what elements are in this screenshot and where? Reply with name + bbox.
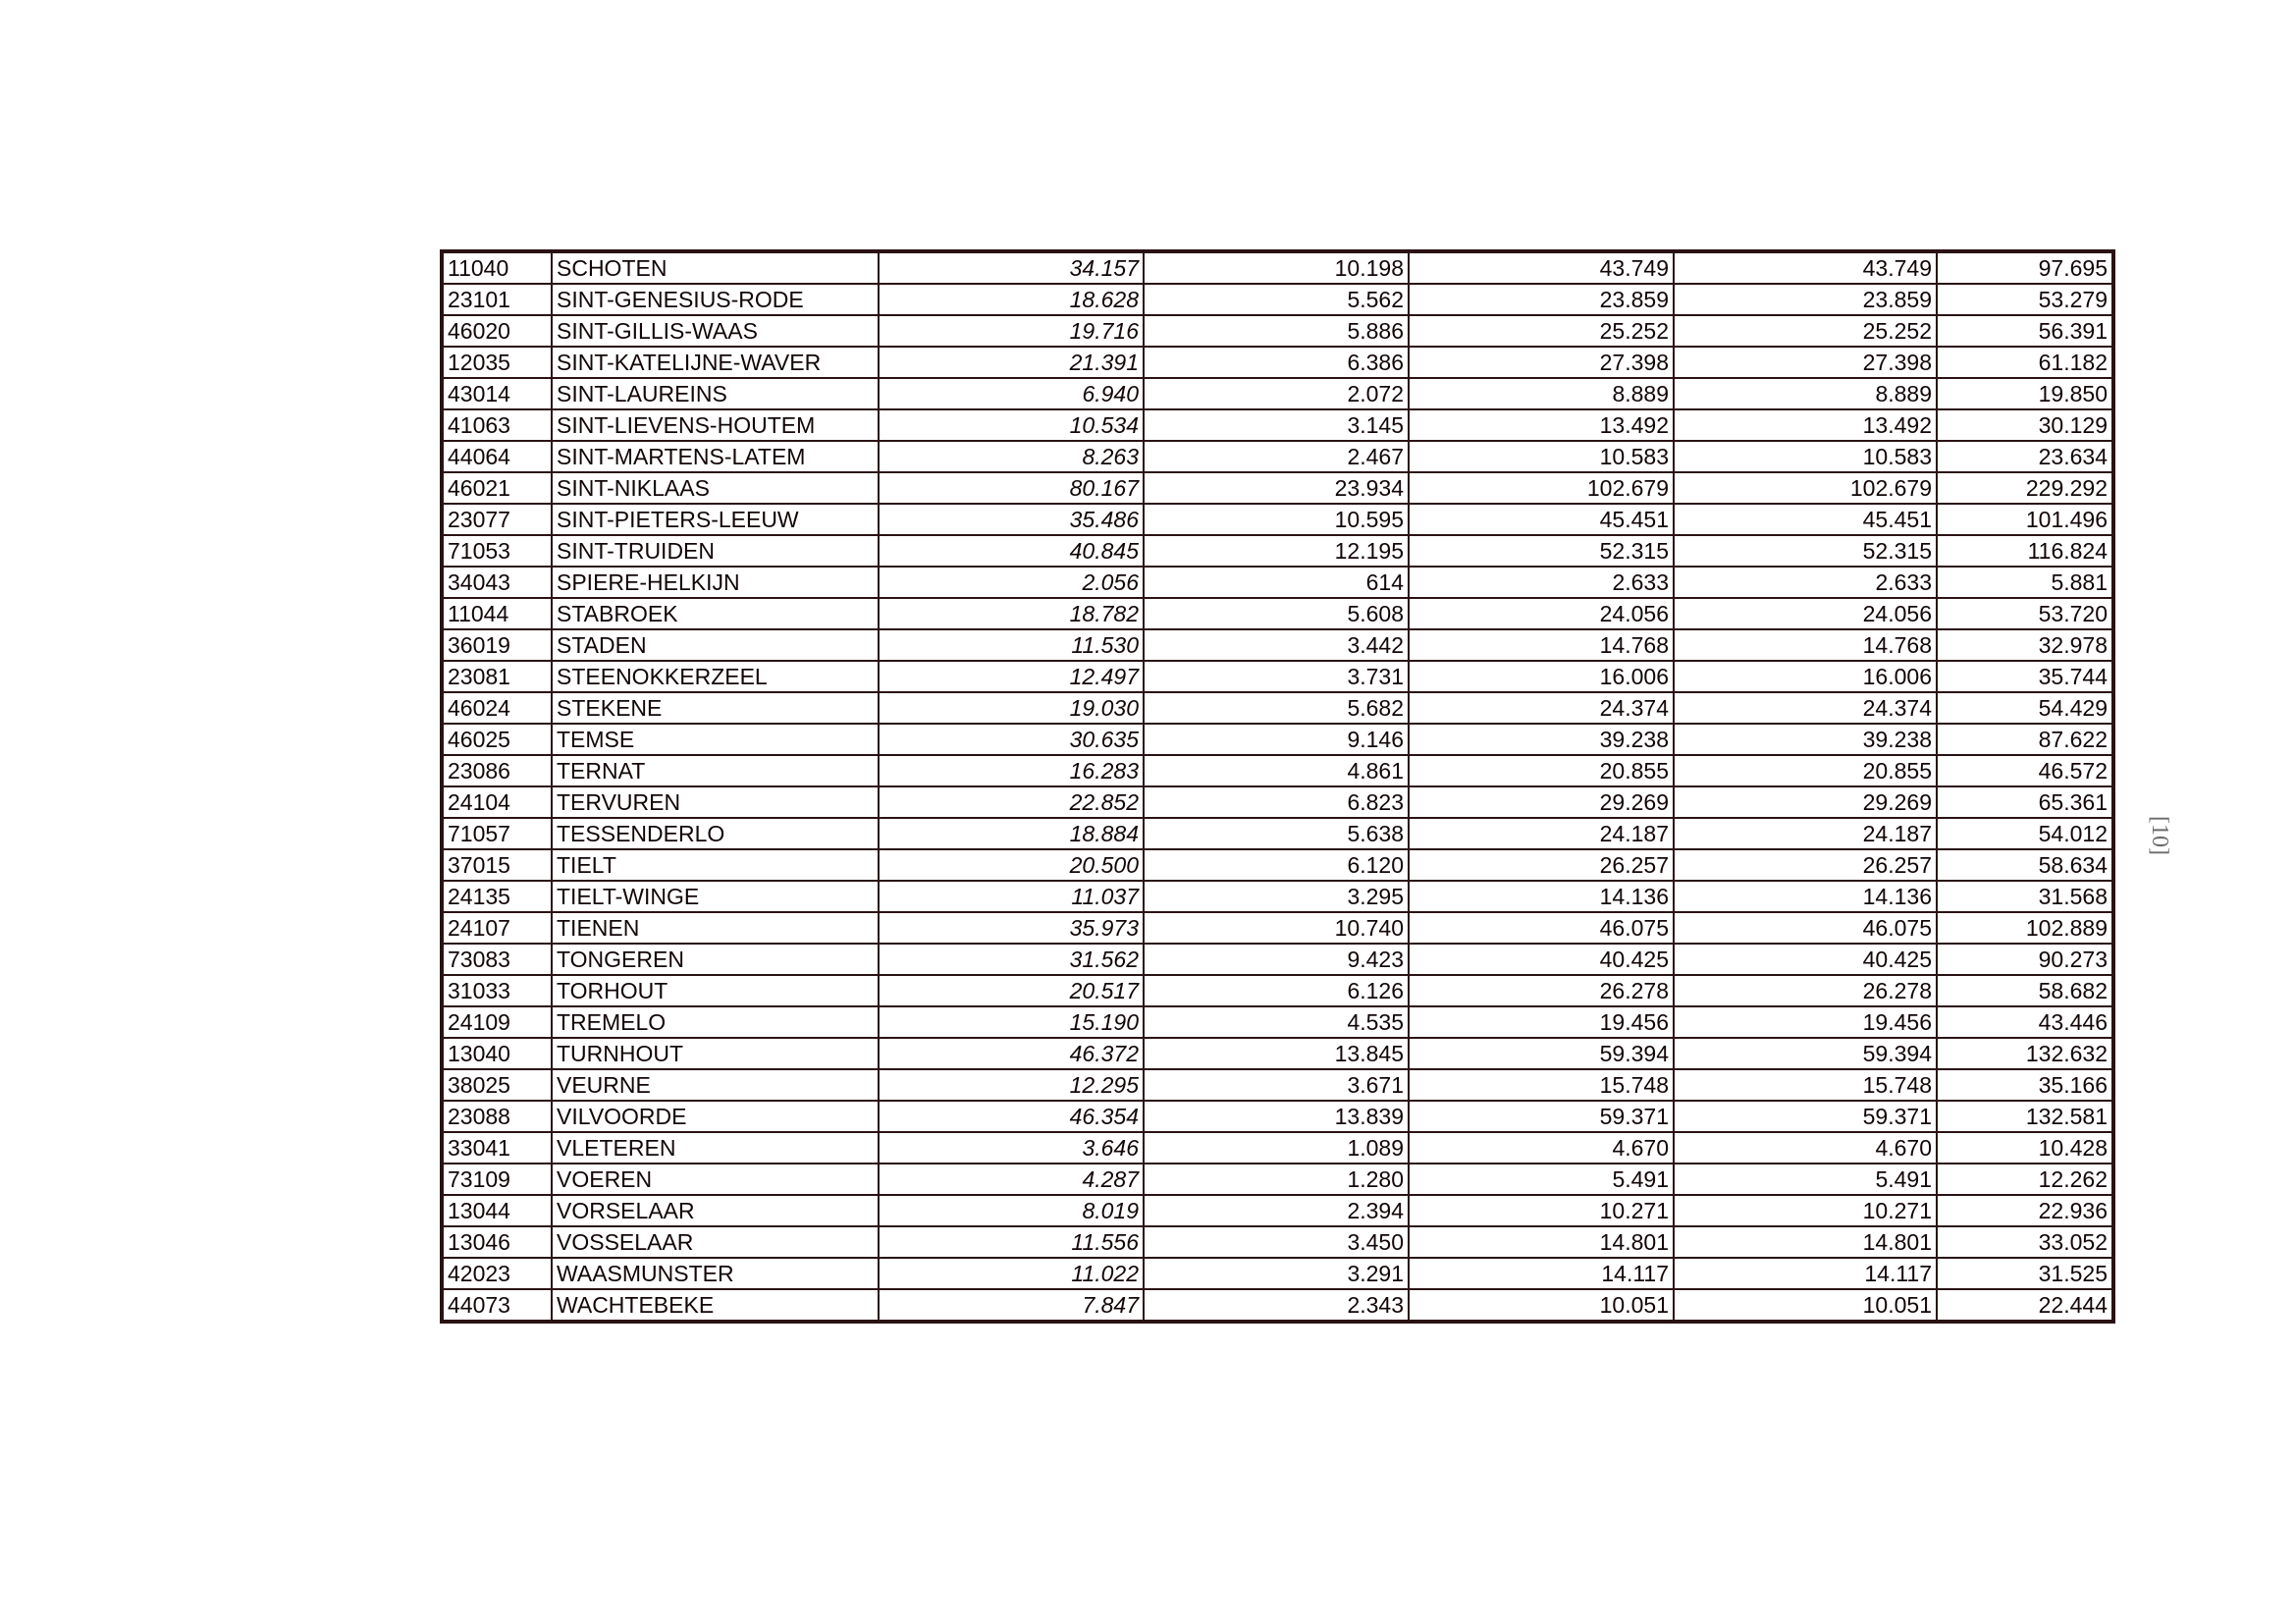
municipality-code-cell: 13040	[442, 1038, 552, 1069]
value-4-cell: 5.491	[1674, 1164, 1937, 1195]
value-3-cell: 2.633	[1409, 567, 1674, 598]
value-2-cell: 2.072	[1144, 378, 1409, 409]
municipality-code-cell: 43014	[442, 378, 552, 409]
value-1-cell: 35.486	[879, 504, 1144, 535]
municipality-table	[440, 249, 2115, 1324]
value-3-cell: 19.456	[1409, 1006, 1674, 1038]
value-5-cell: 46.572	[1937, 755, 2113, 786]
table-row	[442, 1006, 2113, 1038]
value-3-cell: 26.278	[1409, 975, 1674, 1006]
value-1-cell: 30.635	[879, 724, 1144, 755]
value-5-cell: 35.744	[1937, 661, 2113, 692]
value-3-cell: 15.748	[1409, 1069, 1674, 1101]
table-row	[442, 661, 2113, 692]
value-1-cell: 12.295	[879, 1069, 1144, 1101]
value-5-cell: 132.581	[1937, 1101, 2113, 1132]
value-5-cell: 229.292	[1937, 472, 2113, 504]
municipality-code-cell: 46024	[442, 692, 552, 724]
value-5-cell: 43.446	[1937, 1006, 2113, 1038]
value-4-cell: 25.252	[1674, 315, 1937, 347]
value-1-cell: 18.782	[879, 598, 1144, 629]
table-row	[442, 315, 2113, 347]
value-3-cell: 46.075	[1409, 912, 1674, 944]
value-2-cell: 12.195	[1144, 535, 1409, 567]
value-5-cell: 32.978	[1937, 629, 2113, 661]
value-4-cell: 19.456	[1674, 1006, 1937, 1038]
value-2-cell: 2.394	[1144, 1195, 1409, 1226]
value-5-cell: 87.622	[1937, 724, 2113, 755]
value-1-cell: 6.940	[879, 378, 1144, 409]
municipality-name-cell: VLETEREN	[552, 1132, 879, 1164]
value-3-cell: 24.187	[1409, 818, 1674, 849]
municipality-code-cell: 46021	[442, 472, 552, 504]
value-5-cell: 22.444	[1937, 1289, 2113, 1322]
value-2-cell: 5.886	[1144, 315, 1409, 347]
municipality-name-cell: WACHTEBEKE	[552, 1289, 879, 1322]
value-4-cell: 10.051	[1674, 1289, 1937, 1322]
value-4-cell: 40.425	[1674, 944, 1937, 975]
municipality-code-cell: 73083	[442, 944, 552, 975]
table-row	[442, 881, 2113, 912]
value-3-cell: 4.670	[1409, 1132, 1674, 1164]
value-1-cell: 40.845	[879, 535, 1144, 567]
value-3-cell: 102.679	[1409, 472, 1674, 504]
value-2-cell: 3.450	[1144, 1226, 1409, 1258]
table-row	[442, 347, 2113, 378]
municipality-code-cell: 33041	[442, 1132, 552, 1164]
table-row	[442, 912, 2113, 944]
value-2-cell: 5.608	[1144, 598, 1409, 629]
value-3-cell: 45.451	[1409, 504, 1674, 535]
municipality-name-cell: SINT-LIEVENS-HOUTEM	[552, 409, 879, 441]
value-1-cell: 19.030	[879, 692, 1144, 724]
municipality-name-cell: TORHOUT	[552, 975, 879, 1006]
municipality-code-cell: 71053	[442, 535, 552, 567]
value-4-cell: 4.670	[1674, 1132, 1937, 1164]
value-1-cell: 10.534	[879, 409, 1144, 441]
table-row	[442, 755, 2113, 786]
municipality-code-cell: 73109	[442, 1164, 552, 1195]
value-5-cell: 116.824	[1937, 535, 2113, 567]
value-3-cell: 10.271	[1409, 1195, 1674, 1226]
municipality-name-cell: SINT-GENESIUS-RODE	[552, 284, 879, 315]
value-1-cell: 11.530	[879, 629, 1144, 661]
value-5-cell: 58.682	[1937, 975, 2113, 1006]
municipality-code-cell: 24107	[442, 912, 552, 944]
table-row	[442, 1069, 2113, 1101]
municipality-code-cell: 34043	[442, 567, 552, 598]
value-1-cell: 8.263	[879, 441, 1144, 472]
municipality-code-cell: 23077	[442, 504, 552, 535]
value-5-cell: 132.632	[1937, 1038, 2113, 1069]
value-1-cell: 4.287	[879, 1164, 1144, 1195]
value-3-cell: 10.051	[1409, 1289, 1674, 1322]
value-2-cell: 23.934	[1144, 472, 1409, 504]
municipality-code-cell: 23086	[442, 755, 552, 786]
municipality-name-cell: STADEN	[552, 629, 879, 661]
table-row	[442, 409, 2113, 441]
value-3-cell: 13.492	[1409, 409, 1674, 441]
value-5-cell: 12.262	[1937, 1164, 2113, 1195]
municipality-code-cell: 44064	[442, 441, 552, 472]
value-2-cell: 3.291	[1144, 1258, 1409, 1289]
value-5-cell: 53.279	[1937, 284, 2113, 315]
municipality-name-cell: STEENOKKERZEEL	[552, 661, 879, 692]
table-row	[442, 724, 2113, 755]
table-row	[442, 1164, 2113, 1195]
value-1-cell: 2.056	[879, 567, 1144, 598]
municipality-name-cell: VOSSELAAR	[552, 1226, 879, 1258]
value-3-cell: 16.006	[1409, 661, 1674, 692]
value-2-cell: 13.845	[1144, 1038, 1409, 1069]
table-row	[442, 378, 2113, 409]
value-4-cell: 45.451	[1674, 504, 1937, 535]
value-3-cell: 29.269	[1409, 786, 1674, 818]
municipality-code-cell: 24135	[442, 881, 552, 912]
municipality-name-cell: TONGEREN	[552, 944, 879, 975]
value-4-cell: 26.278	[1674, 975, 1937, 1006]
municipality-code-cell: 46020	[442, 315, 552, 347]
municipality-name-cell: TERNAT	[552, 755, 879, 786]
municipality-code-cell: 36019	[442, 629, 552, 661]
municipality-code-cell: 24104	[442, 786, 552, 818]
table-row	[442, 504, 2113, 535]
value-4-cell: 10.271	[1674, 1195, 1937, 1226]
value-4-cell: 13.492	[1674, 409, 1937, 441]
value-4-cell: 14.117	[1674, 1258, 1937, 1289]
value-1-cell: 46.354	[879, 1101, 1144, 1132]
value-5-cell: 102.889	[1937, 912, 2113, 944]
value-1-cell: 11.022	[879, 1258, 1144, 1289]
value-5-cell: 31.568	[1937, 881, 2113, 912]
municipality-code-cell: 11044	[442, 598, 552, 629]
value-1-cell: 18.884	[879, 818, 1144, 849]
municipality-name-cell: TEMSE	[552, 724, 879, 755]
value-3-cell: 27.398	[1409, 347, 1674, 378]
value-4-cell: 43.749	[1674, 251, 1937, 284]
value-2-cell: 5.638	[1144, 818, 1409, 849]
municipality-code-cell: 12035	[442, 347, 552, 378]
value-4-cell: 2.633	[1674, 567, 1937, 598]
municipality-name-cell: STEKENE	[552, 692, 879, 724]
value-4-cell: 24.374	[1674, 692, 1937, 724]
value-2-cell: 614	[1144, 567, 1409, 598]
value-2-cell: 10.595	[1144, 504, 1409, 535]
value-3-cell: 43.749	[1409, 251, 1674, 284]
value-4-cell: 26.257	[1674, 849, 1937, 881]
value-2-cell: 6.126	[1144, 975, 1409, 1006]
table-row	[442, 1101, 2113, 1132]
municipality-name-cell: TIENEN	[552, 912, 879, 944]
table-row	[442, 629, 2113, 661]
value-3-cell: 14.117	[1409, 1258, 1674, 1289]
value-1-cell: 12.497	[879, 661, 1144, 692]
value-4-cell: 14.801	[1674, 1226, 1937, 1258]
table-row	[442, 598, 2113, 629]
value-1-cell: 34.157	[879, 251, 1144, 284]
municipality-name-cell: STABROEK	[552, 598, 879, 629]
value-5-cell: 65.361	[1937, 786, 2113, 818]
value-1-cell: 7.847	[879, 1289, 1144, 1322]
value-1-cell: 11.037	[879, 881, 1144, 912]
value-2-cell: 2.467	[1144, 441, 1409, 472]
municipality-code-cell: 37015	[442, 849, 552, 881]
value-5-cell: 53.720	[1937, 598, 2113, 629]
value-2-cell: 4.861	[1144, 755, 1409, 786]
value-5-cell: 58.634	[1937, 849, 2113, 881]
table-row	[442, 849, 2113, 881]
value-1-cell: 35.973	[879, 912, 1144, 944]
value-2-cell: 6.823	[1144, 786, 1409, 818]
municipality-name-cell: TREMELO	[552, 1006, 879, 1038]
municipality-name-cell: SINT-TRUIDEN	[552, 535, 879, 567]
value-5-cell: 35.166	[1937, 1069, 2113, 1101]
municipality-code-cell: 31033	[442, 975, 552, 1006]
table-row	[442, 284, 2113, 315]
value-2-cell: 9.423	[1144, 944, 1409, 975]
value-2-cell: 13.839	[1144, 1101, 1409, 1132]
value-1-cell: 19.716	[879, 315, 1144, 347]
municipality-code-cell: 44073	[442, 1289, 552, 1322]
municipality-name-cell: TIELT	[552, 849, 879, 881]
value-1-cell: 80.167	[879, 472, 1144, 504]
value-3-cell: 24.056	[1409, 598, 1674, 629]
municipality-code-cell: 13044	[442, 1195, 552, 1226]
value-5-cell: 97.695	[1937, 251, 2113, 284]
value-5-cell: 30.129	[1937, 409, 2113, 441]
value-2-cell: 3.145	[1144, 409, 1409, 441]
municipality-name-cell: SCHOTEN	[552, 251, 879, 284]
table-row	[442, 786, 2113, 818]
value-2-cell: 5.682	[1144, 692, 1409, 724]
value-5-cell: 23.634	[1937, 441, 2113, 472]
value-3-cell: 40.425	[1409, 944, 1674, 975]
value-2-cell: 1.280	[1144, 1164, 1409, 1195]
value-2-cell: 6.386	[1144, 347, 1409, 378]
value-3-cell: 14.801	[1409, 1226, 1674, 1258]
municipality-code-cell: 38025	[442, 1069, 552, 1101]
value-4-cell: 39.238	[1674, 724, 1937, 755]
value-2-cell: 4.535	[1144, 1006, 1409, 1038]
value-5-cell: 61.182	[1937, 347, 2113, 378]
value-1-cell: 11.556	[879, 1226, 1144, 1258]
value-4-cell: 59.394	[1674, 1038, 1937, 1069]
value-4-cell: 20.855	[1674, 755, 1937, 786]
municipality-code-cell: 23088	[442, 1101, 552, 1132]
value-4-cell: 14.768	[1674, 629, 1937, 661]
value-5-cell: 54.012	[1937, 818, 2113, 849]
table-row	[442, 692, 2113, 724]
value-2-cell: 3.671	[1144, 1069, 1409, 1101]
municipality-code-cell: 24109	[442, 1006, 552, 1038]
municipality-code-cell: 13046	[442, 1226, 552, 1258]
table-row	[442, 251, 2113, 284]
value-2-cell: 1.089	[1144, 1132, 1409, 1164]
municipality-code-cell: 23081	[442, 661, 552, 692]
value-2-cell: 9.146	[1144, 724, 1409, 755]
value-3-cell: 14.136	[1409, 881, 1674, 912]
value-2-cell: 3.731	[1144, 661, 1409, 692]
value-4-cell: 10.583	[1674, 441, 1937, 472]
value-5-cell: 19.850	[1937, 378, 2113, 409]
value-4-cell: 24.056	[1674, 598, 1937, 629]
value-5-cell: 54.429	[1937, 692, 2113, 724]
value-4-cell: 52.315	[1674, 535, 1937, 567]
value-5-cell: 31.525	[1937, 1258, 2113, 1289]
municipality-name-cell: SINT-MARTENS-LATEM	[552, 441, 879, 472]
municipality-name-cell: WAASMUNSTER	[552, 1258, 879, 1289]
municipality-name-cell: TIELT-WINGE	[552, 881, 879, 912]
municipality-name-cell: SINT-PIETERS-LEEUW	[552, 504, 879, 535]
table-row	[442, 567, 2113, 598]
table-row	[442, 818, 2113, 849]
table-row	[442, 1038, 2113, 1069]
value-4-cell: 27.398	[1674, 347, 1937, 378]
table-row	[442, 1132, 2113, 1164]
value-3-cell: 24.374	[1409, 692, 1674, 724]
value-4-cell: 15.748	[1674, 1069, 1937, 1101]
value-3-cell: 23.859	[1409, 284, 1674, 315]
value-3-cell: 59.394	[1409, 1038, 1674, 1069]
value-5-cell: 10.428	[1937, 1132, 2113, 1164]
value-4-cell: 23.859	[1674, 284, 1937, 315]
municipality-name-cell: TESSENDERLO	[552, 818, 879, 849]
value-3-cell: 39.238	[1409, 724, 1674, 755]
value-4-cell: 16.006	[1674, 661, 1937, 692]
value-1-cell: 22.852	[879, 786, 1144, 818]
value-3-cell: 25.252	[1409, 315, 1674, 347]
value-3-cell: 5.491	[1409, 1164, 1674, 1195]
table-row	[442, 1226, 2113, 1258]
municipality-name-cell: SPIERE-HELKIJN	[552, 567, 879, 598]
value-2-cell: 10.740	[1144, 912, 1409, 944]
value-1-cell: 20.500	[879, 849, 1144, 881]
value-1-cell: 20.517	[879, 975, 1144, 1006]
value-1-cell: 8.019	[879, 1195, 1144, 1226]
table-row	[442, 975, 2113, 1006]
value-3-cell: 52.315	[1409, 535, 1674, 567]
municipality-name-cell: VEURNE	[552, 1069, 879, 1101]
municipality-name-cell: VILVOORDE	[552, 1101, 879, 1132]
value-4-cell: 14.136	[1674, 881, 1937, 912]
value-5-cell: 90.273	[1937, 944, 2113, 975]
value-3-cell: 14.768	[1409, 629, 1674, 661]
value-5-cell: 5.881	[1937, 567, 2113, 598]
value-1-cell: 15.190	[879, 1006, 1144, 1038]
value-4-cell: 29.269	[1674, 786, 1937, 818]
value-3-cell: 26.257	[1409, 849, 1674, 881]
value-1-cell: 18.628	[879, 284, 1144, 315]
municipality-name-cell: SINT-LAUREINS	[552, 378, 879, 409]
value-4-cell: 24.187	[1674, 818, 1937, 849]
value-4-cell: 46.075	[1674, 912, 1937, 944]
municipality-name-cell: TERVUREN	[552, 786, 879, 818]
municipality-code-cell: 42023	[442, 1258, 552, 1289]
table-row	[442, 1258, 2113, 1289]
municipality-name-cell: VORSELAAR	[552, 1195, 879, 1226]
value-3-cell: 10.583	[1409, 441, 1674, 472]
municipality-name-cell: SINT-GILLIS-WAAS	[552, 315, 879, 347]
municipality-code-cell: 46025	[442, 724, 552, 755]
value-3-cell: 59.371	[1409, 1101, 1674, 1132]
municipality-name-cell: SINT-KATELIJNE-WAVER	[552, 347, 879, 378]
municipality-name-cell: SINT-NIKLAAS	[552, 472, 879, 504]
value-4-cell: 102.679	[1674, 472, 1937, 504]
table-row	[442, 441, 2113, 472]
table-body	[442, 251, 2113, 1322]
value-2-cell: 6.120	[1144, 849, 1409, 881]
page-number: [10]	[2147, 816, 2172, 855]
value-1-cell: 21.391	[879, 347, 1144, 378]
value-1-cell: 3.646	[879, 1132, 1144, 1164]
municipality-name-cell: TURNHOUT	[552, 1038, 879, 1069]
table-row	[442, 944, 2113, 975]
value-2-cell: 2.343	[1144, 1289, 1409, 1322]
municipality-code-cell: 23101	[442, 284, 552, 315]
table-row	[442, 1195, 2113, 1226]
value-3-cell: 20.855	[1409, 755, 1674, 786]
value-2-cell: 10.198	[1144, 251, 1409, 284]
value-4-cell: 59.371	[1674, 1101, 1937, 1132]
value-1-cell: 16.283	[879, 755, 1144, 786]
value-5-cell: 101.496	[1937, 504, 2113, 535]
municipality-code-cell: 71057	[442, 818, 552, 849]
municipality-name-cell: VOEREN	[552, 1164, 879, 1195]
municipality-code-cell: 41063	[442, 409, 552, 441]
municipality-code-cell: 11040	[442, 251, 552, 284]
table-row	[442, 1289, 2113, 1322]
value-1-cell: 46.372	[879, 1038, 1144, 1069]
table-row	[442, 472, 2113, 504]
value-5-cell: 22.936	[1937, 1195, 2113, 1226]
value-3-cell: 8.889	[1409, 378, 1674, 409]
value-2-cell: 5.562	[1144, 284, 1409, 315]
table-row	[442, 535, 2113, 567]
value-5-cell: 33.052	[1937, 1226, 2113, 1258]
value-2-cell: 3.295	[1144, 881, 1409, 912]
value-4-cell: 8.889	[1674, 378, 1937, 409]
value-2-cell: 3.442	[1144, 629, 1409, 661]
value-1-cell: 31.562	[879, 944, 1144, 975]
value-5-cell: 56.391	[1937, 315, 2113, 347]
